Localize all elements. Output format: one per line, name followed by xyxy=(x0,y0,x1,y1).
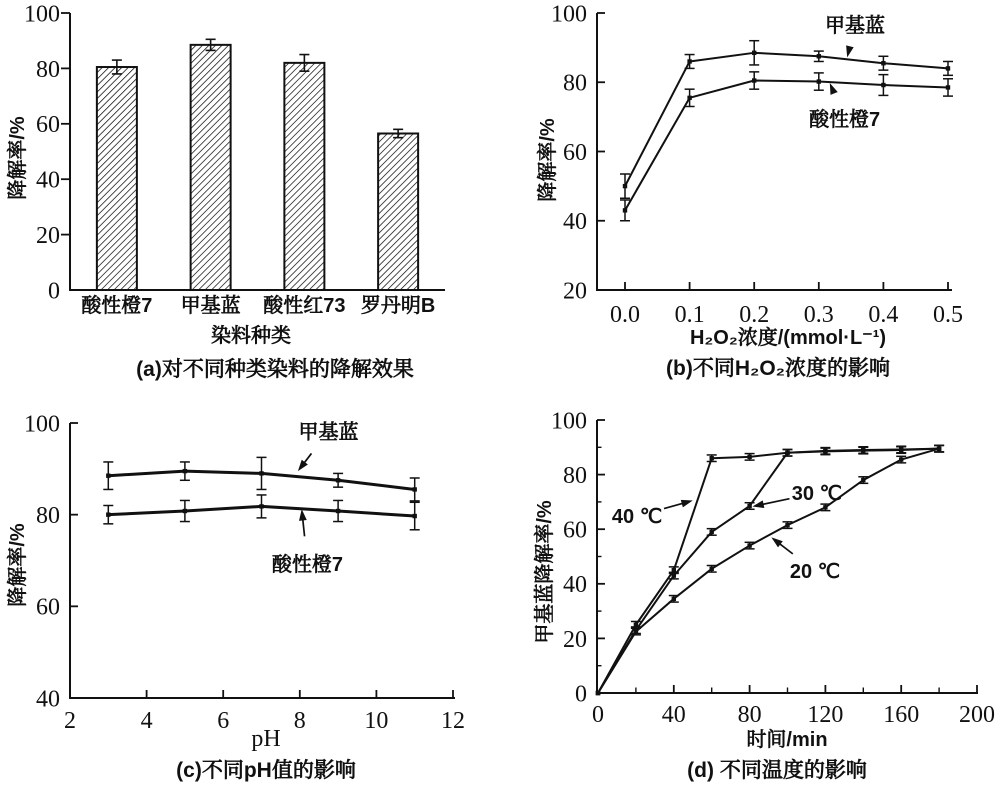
data-marker xyxy=(413,514,417,518)
axes xyxy=(597,420,978,693)
data-marker xyxy=(672,597,676,601)
data-marker xyxy=(817,54,821,58)
category-label: 酸性橙7 xyxy=(81,295,153,317)
data-marker xyxy=(946,85,950,89)
data-marker xyxy=(623,184,627,188)
series-line-30 ℃ xyxy=(598,449,939,693)
chart-d-xlabel: 时间/min xyxy=(746,729,828,751)
data-marker xyxy=(937,446,941,450)
data-marker xyxy=(336,478,340,482)
annotation-arrowhead-icon xyxy=(830,83,838,95)
annotation-arrow xyxy=(759,499,789,505)
y-tick-label: 60 xyxy=(563,139,587,166)
data-marker xyxy=(861,448,865,452)
x-tick-label: 10 xyxy=(364,708,389,734)
data-marker xyxy=(899,447,903,451)
y-tick-label: 40 xyxy=(36,167,60,194)
annotation-arrowhead-icon xyxy=(846,45,854,57)
bar xyxy=(191,45,231,290)
data-marker xyxy=(747,504,751,508)
category-label: 酸性红73 xyxy=(263,295,346,317)
data-marker xyxy=(634,629,638,633)
y-tick-label: 100 xyxy=(24,411,60,438)
bar xyxy=(378,133,418,290)
data-marker xyxy=(946,66,950,70)
data-marker xyxy=(413,487,417,491)
series-line-40 ℃ xyxy=(598,449,939,693)
data-marker xyxy=(336,509,340,513)
data-marker xyxy=(710,567,714,571)
data-marker xyxy=(710,456,714,460)
x-tick-label: 0.5 xyxy=(933,302,963,328)
y-tick-label: 80 xyxy=(563,70,587,97)
data-marker xyxy=(183,469,187,473)
annotation-label: 酸性橙7 xyxy=(271,554,344,577)
bar xyxy=(97,67,137,290)
data-marker xyxy=(747,455,751,459)
annotation-label: 30 ℃ xyxy=(791,482,843,505)
x-tick-label: 40 xyxy=(661,702,686,728)
series-line-甲基蓝 xyxy=(625,53,948,186)
annotation-label: 甲基蓝 xyxy=(824,15,885,38)
y-tick-label: 20 xyxy=(563,626,587,653)
y-tick-label: 80 xyxy=(36,56,60,83)
y-tick-label: 100 xyxy=(551,408,587,435)
y-tick-label: 80 xyxy=(36,503,60,530)
y-tick-label: 100 xyxy=(24,1,60,28)
category-label: 甲基蓝 xyxy=(180,295,241,317)
x-tick-label: 0 xyxy=(592,702,604,728)
axes xyxy=(70,423,455,698)
data-marker xyxy=(881,61,885,65)
x-tick-label: 0.4 xyxy=(868,302,899,328)
x-tick-label: 6 xyxy=(217,708,230,734)
annotation-label: 甲基蓝 xyxy=(298,421,359,444)
x-tick-label: 80 xyxy=(737,702,762,728)
y-tick-label: 40 xyxy=(563,209,587,236)
chart-c-caption: (c)不同pH值的影响 xyxy=(176,759,356,782)
annotation-arrowhead-icon xyxy=(298,460,308,471)
chart-c-xlabel: pH xyxy=(251,726,281,752)
chart-b-panel xyxy=(500,0,1000,390)
x-tick-label: 2 xyxy=(64,708,76,734)
data-marker xyxy=(752,51,756,55)
y-axis-label: 降解率/% xyxy=(537,118,559,202)
y-tick-label: 80 xyxy=(563,463,587,489)
data-marker xyxy=(106,474,110,478)
chart-d-caption: (d) 不同温度的影响 xyxy=(687,759,867,782)
data-marker xyxy=(687,59,691,63)
data-marker xyxy=(623,208,627,212)
y-tick-label: 20 xyxy=(563,278,587,305)
y-axis-label: 降解率/% xyxy=(7,523,29,607)
x-tick-label: 4 xyxy=(140,708,153,734)
data-marker xyxy=(861,478,865,482)
chart-a-caption: (a)对不同种类染料的降解效果 xyxy=(136,358,414,381)
annotation-arrowhead-icon xyxy=(681,500,693,507)
x-tick-label: 120 xyxy=(807,702,844,728)
data-marker xyxy=(672,573,676,577)
data-marker xyxy=(785,451,789,455)
chart-d xyxy=(500,390,1000,787)
annotation-label: 20 ℃ xyxy=(789,560,841,583)
y-tick-label: 100 xyxy=(551,1,587,28)
data-marker xyxy=(823,505,827,509)
y-axis-label: 降解率/% xyxy=(7,116,29,200)
y-tick-label: 20 xyxy=(36,223,60,249)
bar xyxy=(284,63,324,290)
series-line-酸性橙7 xyxy=(625,81,948,211)
data-marker xyxy=(752,78,756,82)
x-tick-label: 12 xyxy=(441,708,465,734)
category-label: 罗丹明B xyxy=(360,295,436,317)
y-tick-label: 60 xyxy=(36,594,60,621)
chart-a-panel xyxy=(0,0,500,390)
x-tick-label: 0.2 xyxy=(739,302,770,328)
x-tick-label: 8 xyxy=(293,708,306,734)
annotation-arrowhead-icon xyxy=(752,500,764,508)
data-marker xyxy=(899,457,903,461)
data-marker xyxy=(687,96,691,100)
data-marker xyxy=(183,509,187,513)
data-marker xyxy=(259,504,263,508)
data-marker xyxy=(823,449,827,453)
x-tick-label: 160 xyxy=(883,702,920,728)
y-tick-label: 60 xyxy=(563,517,587,544)
x-tick-label: 0.3 xyxy=(803,302,834,328)
data-marker xyxy=(881,83,885,87)
x-tick-label: 0.0 xyxy=(610,302,640,328)
y-axis-label: 甲基蓝降解率/% xyxy=(534,500,556,644)
chart-c xyxy=(0,390,500,787)
chart-c-panel xyxy=(0,390,500,787)
data-marker xyxy=(596,691,600,695)
x-tick-label: 0.1 xyxy=(674,302,705,328)
chart-d-panel xyxy=(500,390,1000,787)
chart-a-xlabel: 染料种类 xyxy=(211,325,291,347)
annotation-label: 酸性橙7 xyxy=(809,108,881,131)
x-tick-label: 200 xyxy=(959,702,995,728)
data-marker xyxy=(710,530,714,534)
data-marker xyxy=(106,512,110,516)
y-tick-label: 40 xyxy=(563,572,587,599)
annotation-arrowhead-icon xyxy=(299,509,307,521)
chart-b-xlabel: H₂O₂浓度/(mmol·L⁻¹) xyxy=(689,327,887,349)
y-tick-label: 40 xyxy=(36,686,60,713)
y-tick-label: 0 xyxy=(48,278,60,305)
data-marker xyxy=(747,543,751,547)
chart-b-caption: (b)不同H₂O₂浓度的影响 xyxy=(666,357,890,380)
y-tick-label: 0 xyxy=(575,681,587,708)
data-marker xyxy=(817,79,821,83)
series-line-20 ℃ xyxy=(598,449,939,693)
annotation-label: 40 ℃ xyxy=(611,506,663,529)
y-tick-label: 60 xyxy=(36,112,60,139)
data-marker xyxy=(259,471,263,475)
data-marker xyxy=(785,523,789,527)
